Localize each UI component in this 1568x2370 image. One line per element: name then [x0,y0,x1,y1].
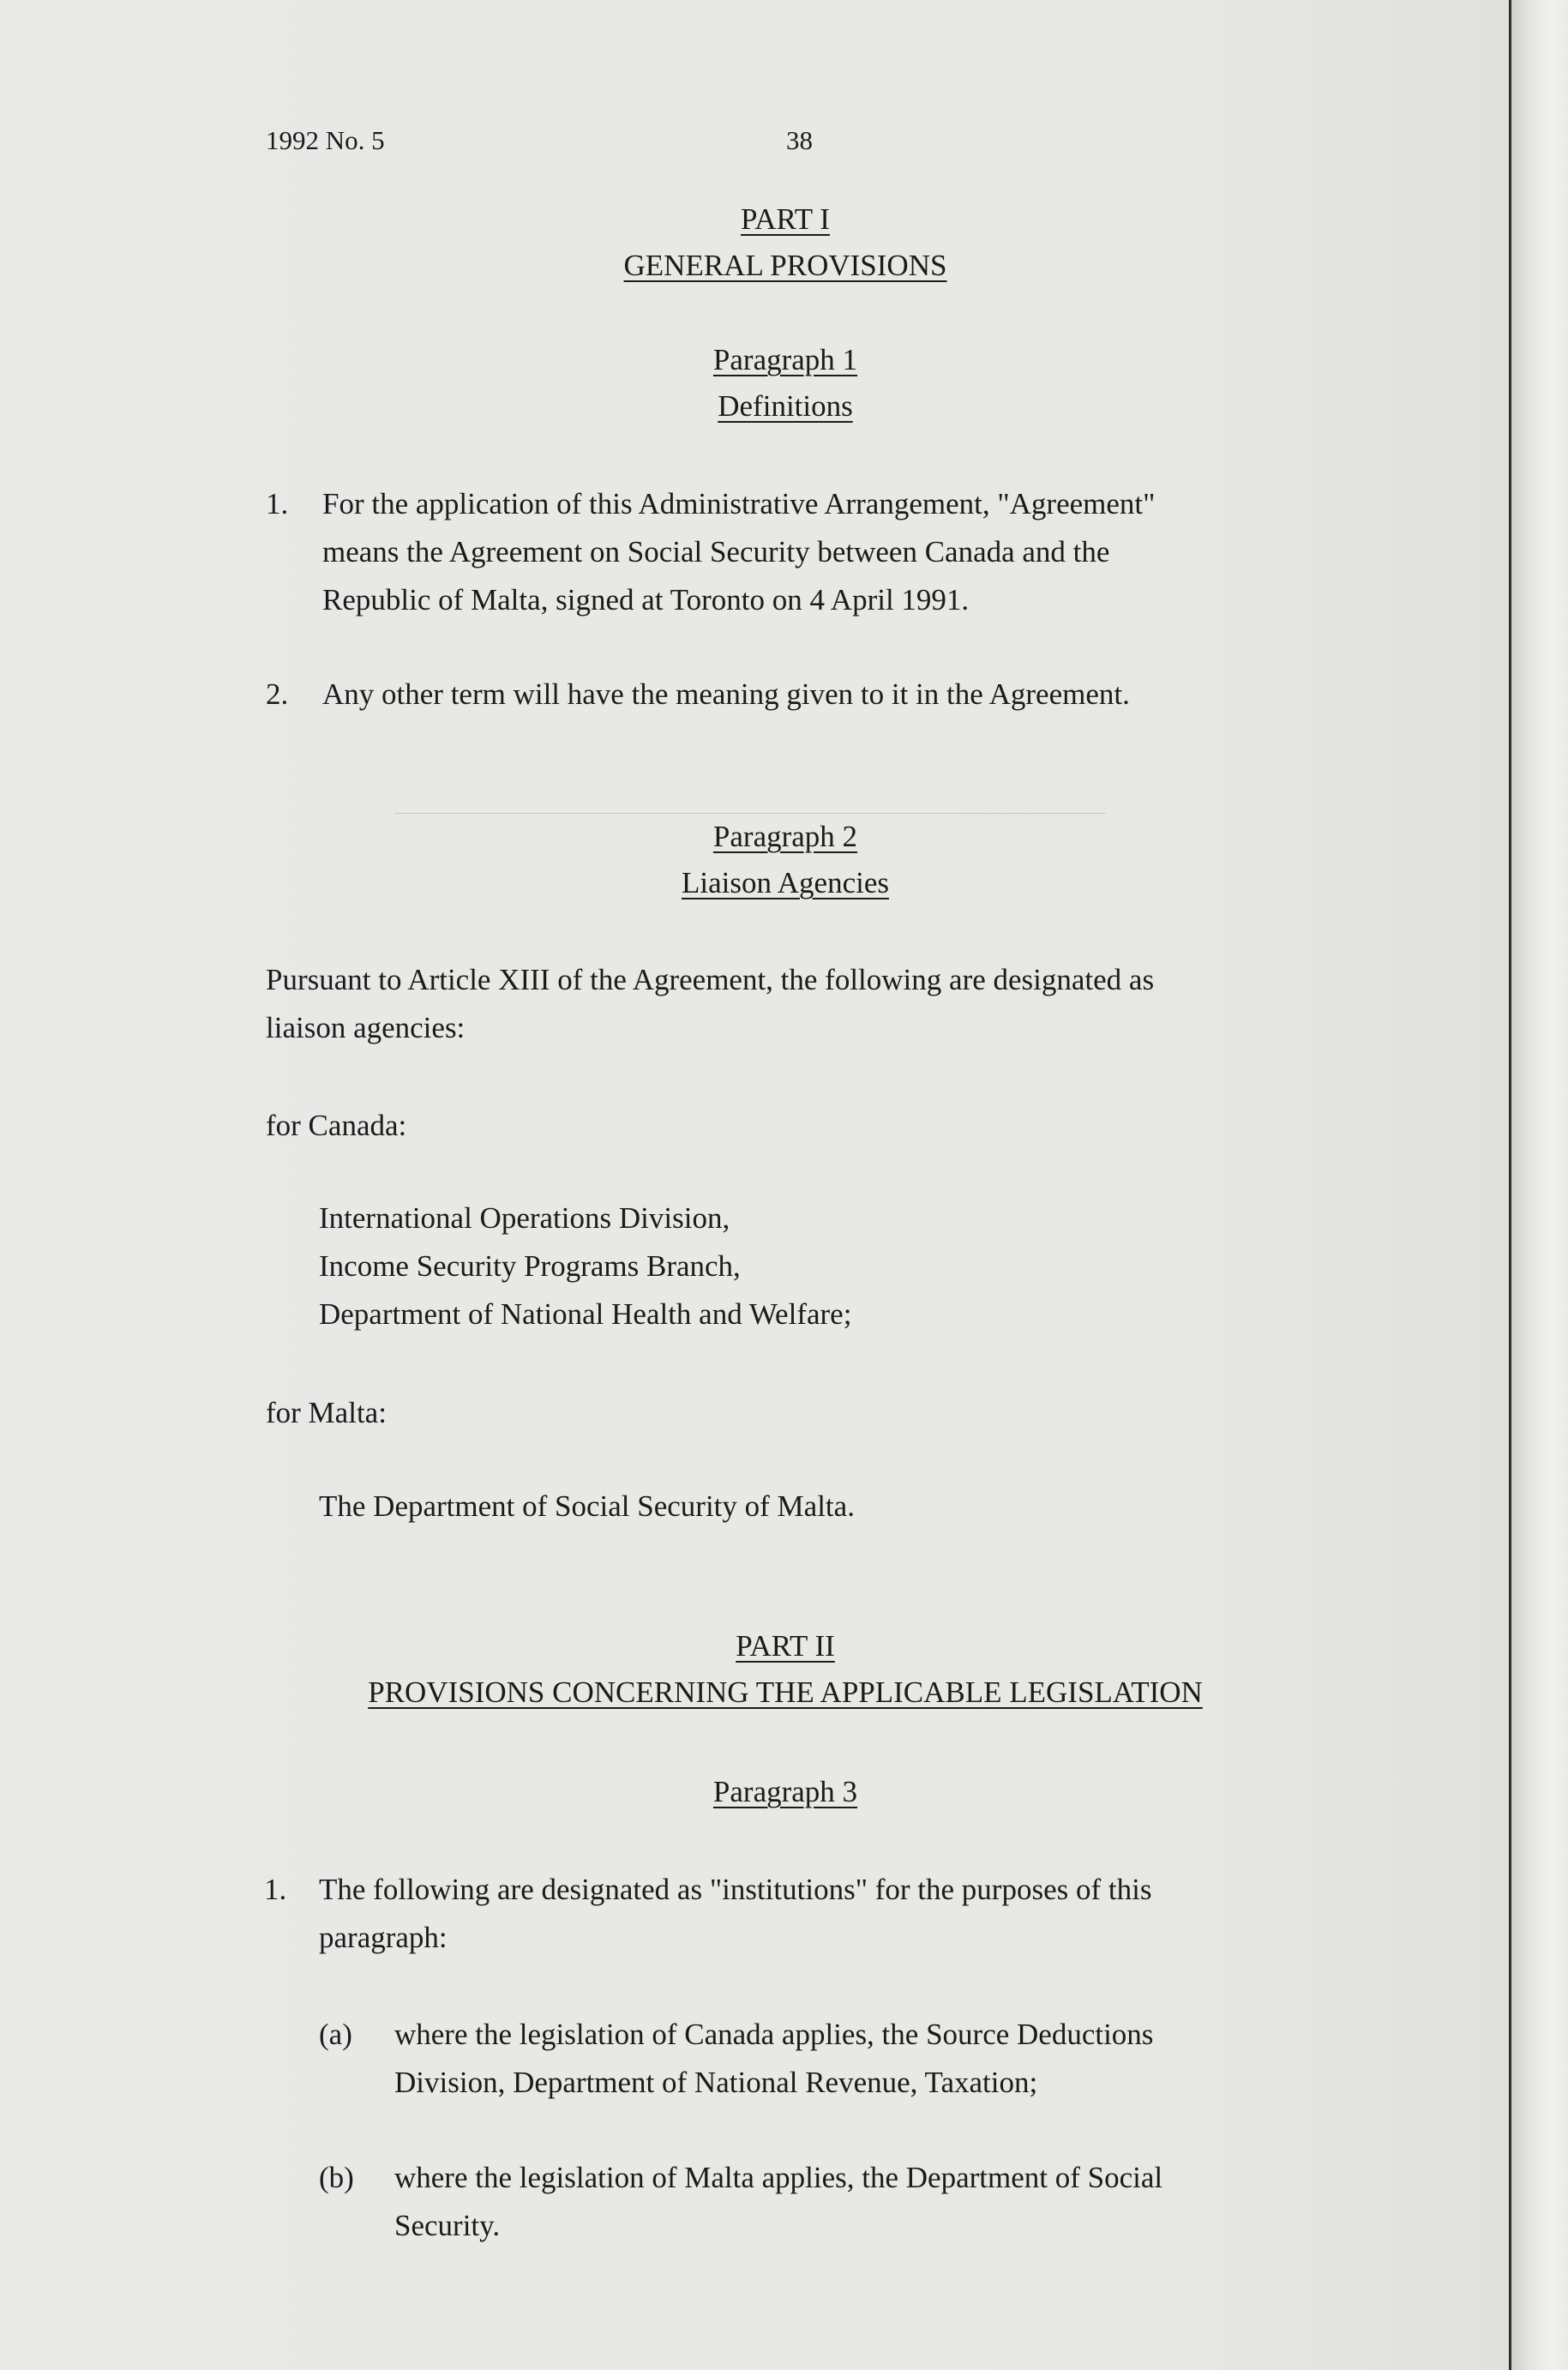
item-number: 1. [264,1873,287,1906]
canada-agency [319,1194,851,1338]
paragraph-1-title-text: Paragraph 1 [712,343,858,376]
bleed-through-rule [394,813,1106,814]
part-1-title [0,202,1568,237]
text-line: Security. [394,2209,501,2242]
institutions-text [319,1866,1348,1962]
text-line: where the legislation of Malta applies, the Department of Social [394,2161,1163,2194]
malta-agency: The Department of Social Security of Malta. [319,1489,855,1523]
text-line: International Operations Division, [319,1201,730,1235]
malta-label: for Malta: [266,1396,387,1429]
subitem-a-text [394,2011,1337,2107]
text-line: Division, Department of National Revenue, Taxation; [394,2066,1038,2099]
part-1-subtitle-text: GENERAL PROVISIONS [623,249,947,282]
paragraph-3-title-text: Paragraph 3 [712,1775,858,1808]
subitem-label: (a) [319,2018,352,2051]
text-line: paragraph: [319,1921,448,1954]
text-line: For the application of this Administrative Arrangement, "Agreement" [322,487,1156,520]
item-number: 2. [266,677,289,711]
part-2-title-text: PART II [736,1629,835,1663]
liaison-intro [266,956,1295,1052]
text-line: Republic of Malta, signed at Toronto on 4 April 1991. [322,583,970,617]
text-line: Income Security Programs Branch, [319,1249,741,1283]
paragraph-1-title [0,343,1568,377]
paragraph-2-title [0,820,1568,854]
text-line: Any other term will have the meaning given to it in the Agreement. [322,677,1130,711]
text-line: Pursuant to Article XIII of the Agreement, the following are designated as [266,963,1155,996]
part-2-subtitle [0,1675,1568,1710]
document-reference: 1992 No. 5 [266,125,385,155]
paragraph-1-subtitle [0,389,1568,424]
canada-label: for Canada: [266,1109,407,1142]
text-line: liaison agencies: [266,1011,466,1044]
definition-2-text [322,671,1351,719]
subitem-b-text [394,2154,1337,2250]
text-line: The following are designated as "institutions" for the purposes of this [319,1873,1152,1906]
item-number: 1. [266,487,289,520]
paragraph-1-subtitle-text: Definitions [718,389,853,423]
definition-1-text [322,480,1334,624]
paragraph-2-subtitle [0,866,1568,900]
text-line: Department of National Health and Welfare; [319,1297,852,1331]
paragraph-2-title-text: Paragraph 2 [712,820,858,853]
part-2-subtitle-text: PROVISIONS CONCERNING THE APPLICABLE LEGISLATION [368,1675,1203,1709]
paragraph-3-title [0,1775,1568,1809]
part-1-title-text: PART I [741,202,830,236]
part-2-title [0,1629,1568,1663]
part-1-subtitle [0,249,1568,283]
subitem-label: (b) [319,2161,354,2194]
paragraph-2-subtitle-text: Liaison Agencies [681,866,890,899]
text-line: means the Agreement on Social Security between Canada and the [322,535,1110,568]
page-number: 38 [786,125,813,155]
text-line: where the legislation of Canada applies, the Source Deductions [394,2018,1154,2051]
